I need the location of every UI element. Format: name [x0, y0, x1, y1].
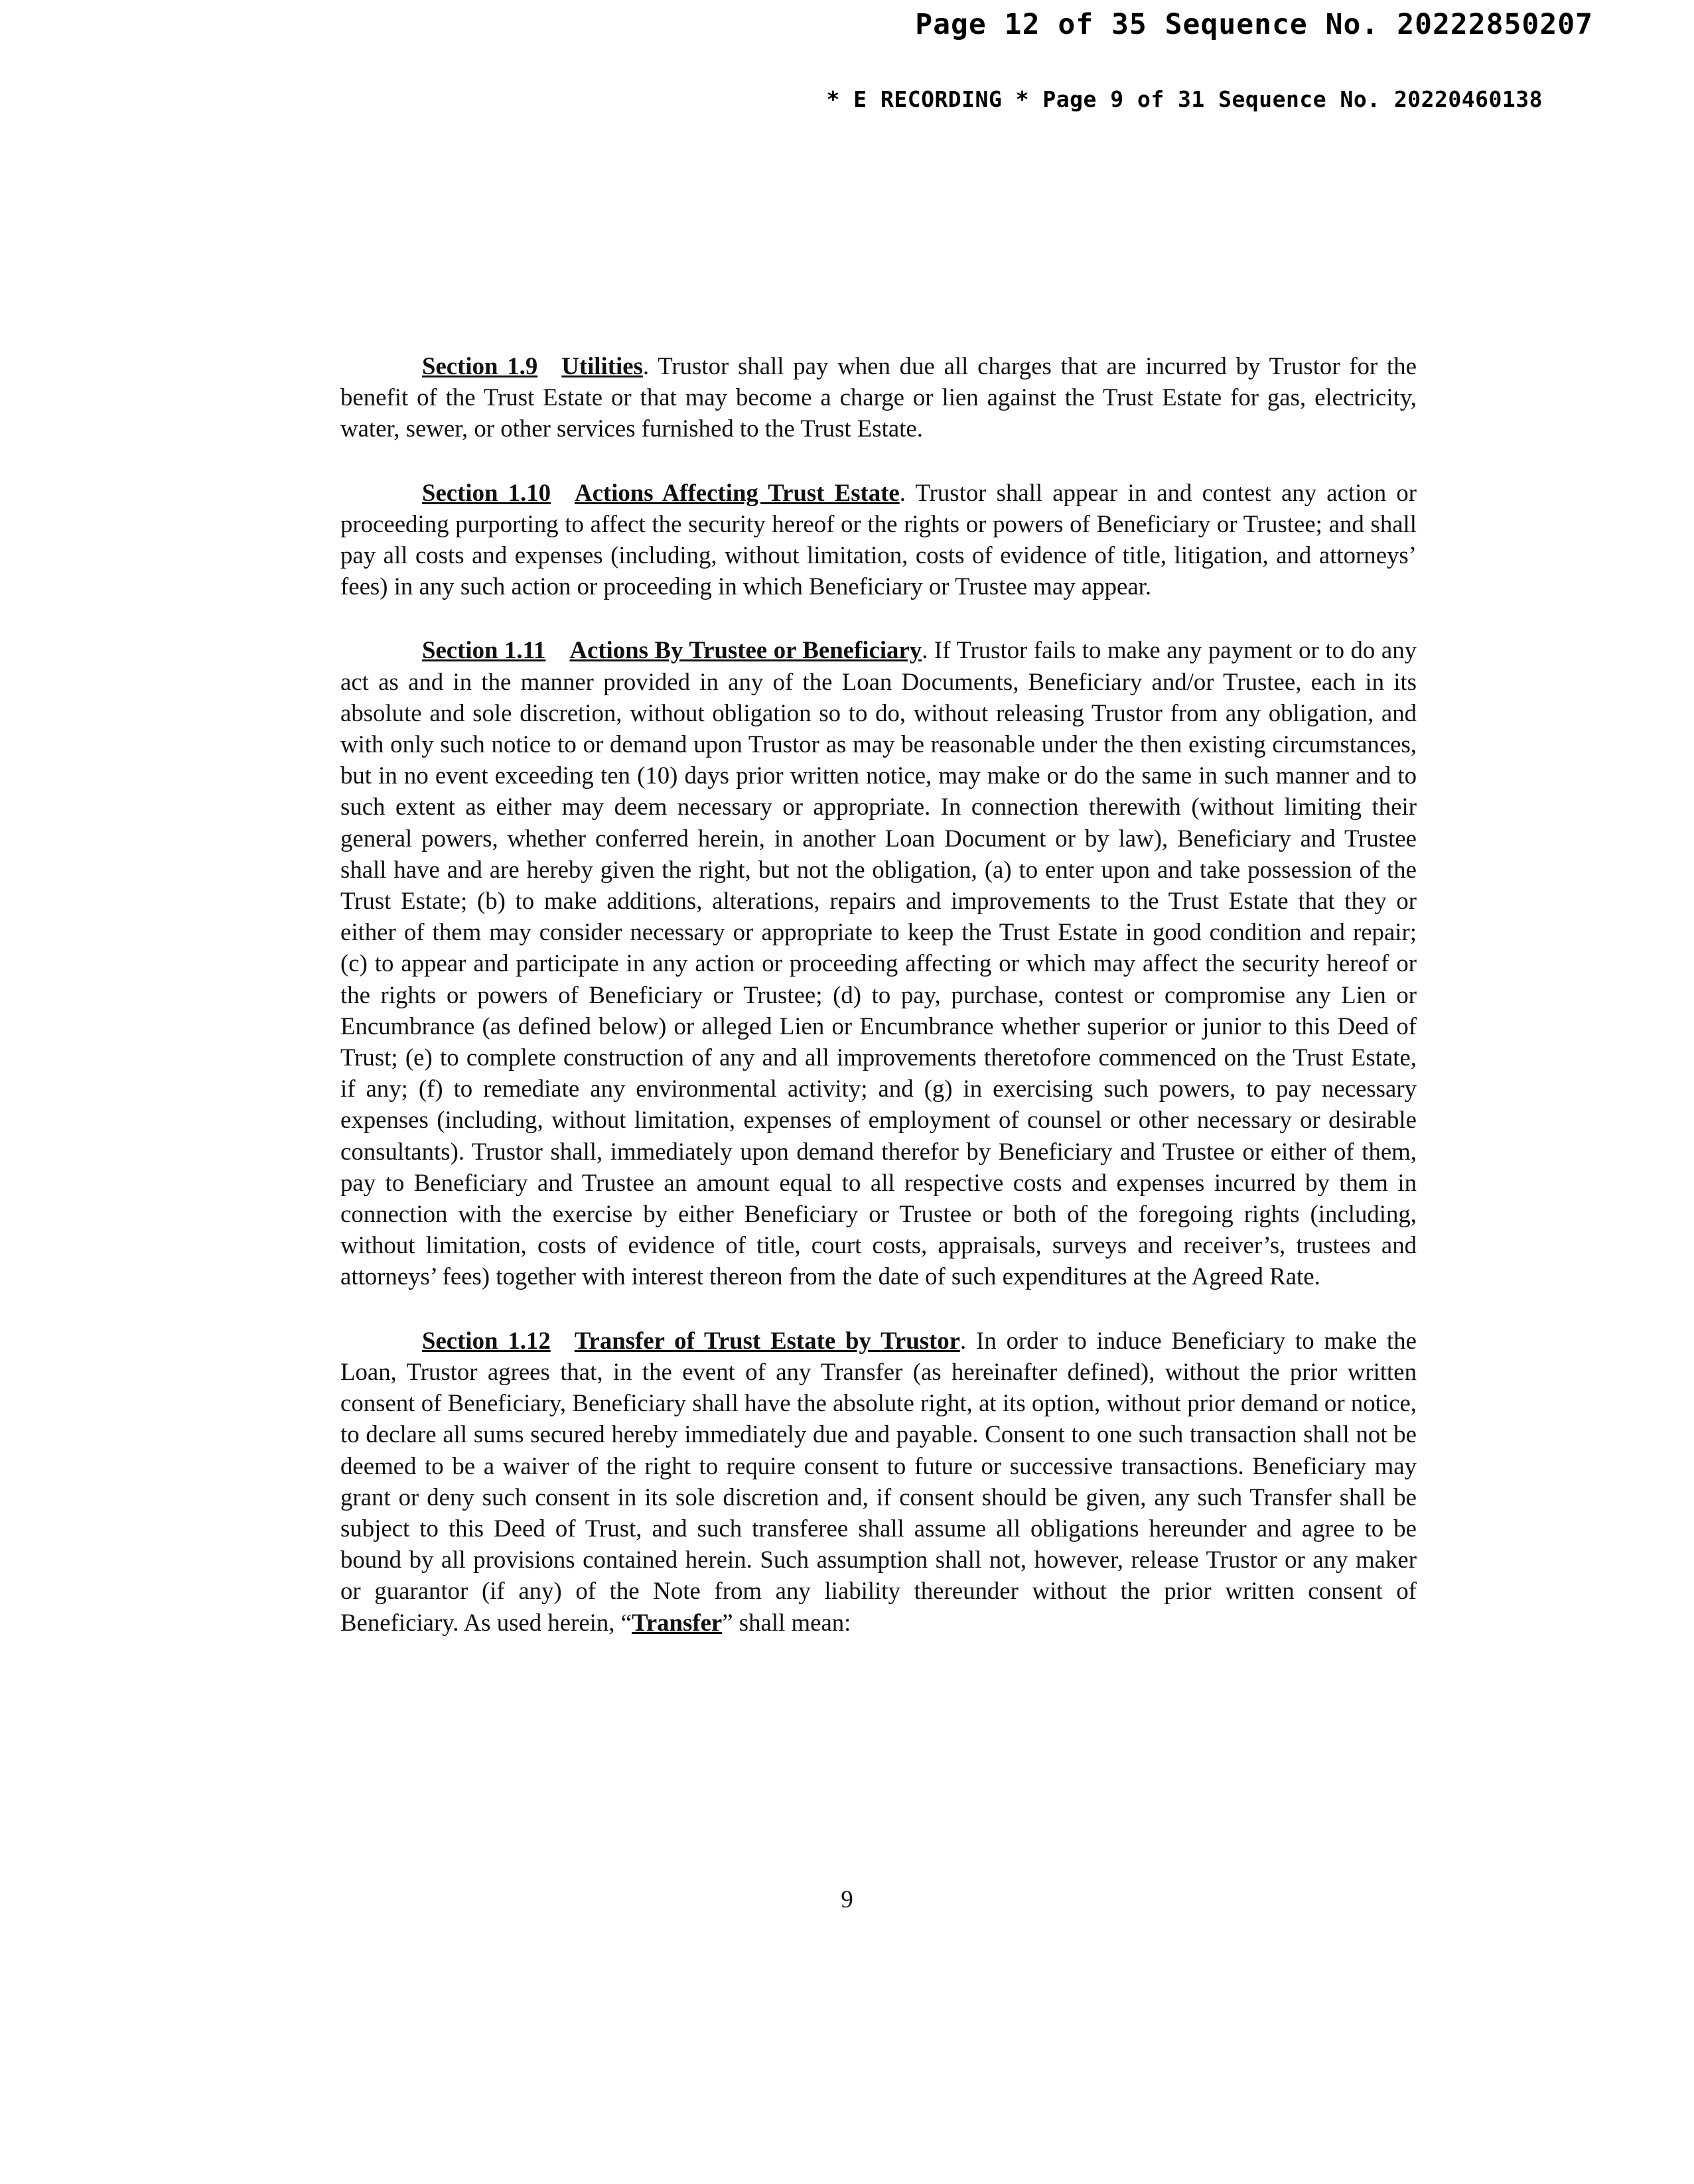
section-number: Section 1.10: [422, 478, 551, 506]
section-title: Utilities: [561, 352, 643, 379]
section-1-11: [340, 634, 1417, 1292]
document-body: [340, 350, 1417, 1671]
section-number: Section 1.9: [422, 352, 538, 379]
section-1-9: [340, 350, 1417, 444]
section-text: . Trustor shall appear in and contest any action or proceeding purporting to affect the security hereof or the rights or powers of Beneficiary or Trustee; and shall pay all costs and expenses (including, without limitation, costs of evidence of title, litigation, and attorneys’ fees) in any such action or proceeding in which Beneficiary or Trustee may appear.: [340, 478, 1417, 600]
section-text: . If Trustor fails to make any payment or to do any act as and in the manner provided in any of the Loan Documents, Beneficiary and/or Trustee, each in its absolute and sole discretion, without obligation so to do, without releasing Trustor from any obligation, and with only such notice to or demand upon Trustor as may be reasonable under the then existing circumstances, but in no event exceeding ten (10) days prior written notice, may make or do the same in such manner and to such extent as either may deem necessary or appropriate. In connection therewith (without limiting their general powers, whether conferred herein, in another Loan Document or by law), Beneficiary and Trustee shall have and are hereby given the right, but not the obligation, (a) to enter upon and take possession of the Trust Estate; (b) to make additions, alterations, repairs and improvements to the Trust Estate that they or either of them may consider necessary or appropriate to keep the Trust Estate in good condition and repair; (c) to appear and participate in any action or proceeding affecting or which may affect the security hereof or the rights or powers of Beneficiary or Trustee; (d) to pay, purchase, contest or compromise any Lien or Encumbrance (as defined below) or alleged Lien or Encumbrance whether superior or junior to this Deed of Trust; (e) to complete construction of any and all improvements theretofore commenced on the Trust Estate, if any; (f) to remediate any environmental activity; and (g) in exercising such powers, to pay necessary expenses (including, without limitation, expenses of employment of counsel or other necessary or desirable consultants). Trustor shall, immediately upon demand therefor by Beneficiary and Trustee or either of them, pay to Beneficiary and Trustee an amount equal to all respective costs and expenses incurred by them in connection with the exercise by either Beneficiary or Trustee or both of the foregoing rights (including, without limitation, costs of evidence of title, court costs, appraisals, surveys and receiver’s, trustees and attorneys’ fees) together with interest thereon from the date of such expenditures at the Agreed Rate.: [340, 636, 1417, 1290]
recording-stamp-secondary: * E RECORDING * Page 9 of 31 Sequence No. 20220460138: [826, 86, 1543, 112]
section-title: Actions Affecting Trust Estate: [575, 478, 900, 506]
section-number: Section 1.12: [422, 1326, 551, 1354]
recording-stamp-primary: Page 12 of 35 Sequence No. 20222850207: [915, 8, 1593, 41]
defined-term-transfer: Transfer: [632, 1608, 723, 1636]
section-title: Actions By Trustee or Beneficiary: [569, 636, 922, 664]
section-1-12: [340, 1325, 1417, 1638]
section-text: . In order to induce Beneficiary to make the Loan, Trustor agrees that, in the event of any Transfer (as hereinafter defined), without the prior written consent of Beneficiary, Beneficiary shall have the absolute right, at its option, without prior demand or notice, to declare all sums secured hereby immediately due and payable. Consent to one such transaction shall not be deemed to be a waiver of the right to require consent to future or successive transactions. Beneficiary may grant or deny such consent in its sole discretion and, if consent should be given, any such Transfer shall be subject to this Deed of Trust, and such transferee shall assume all obligations hereunder and agree to be bound by all provisions contained herein. Such assumption shall not, however, release Trustor or any maker or guarantor (if any) of the Note from any liability thereunder without the prior written consent of Beneficiary. As used herein, “: [340, 1326, 1417, 1636]
section-text-end: ” shall mean:: [722, 1608, 851, 1636]
section-text: . Trustor shall pay when due all charges that are incurred by Trustor for the benefit of the Trust Estate or that may become a charge or lien against the Trust Estate for gas, electricity, water, sewer, or other services furnished to the Trust Estate.: [340, 352, 1417, 443]
section-1-10: [340, 477, 1417, 602]
page-number: 9: [841, 1886, 853, 1913]
section-number: Section 1.11: [422, 636, 546, 664]
section-title: Transfer of Trust Estate by Trustor: [574, 1326, 961, 1354]
